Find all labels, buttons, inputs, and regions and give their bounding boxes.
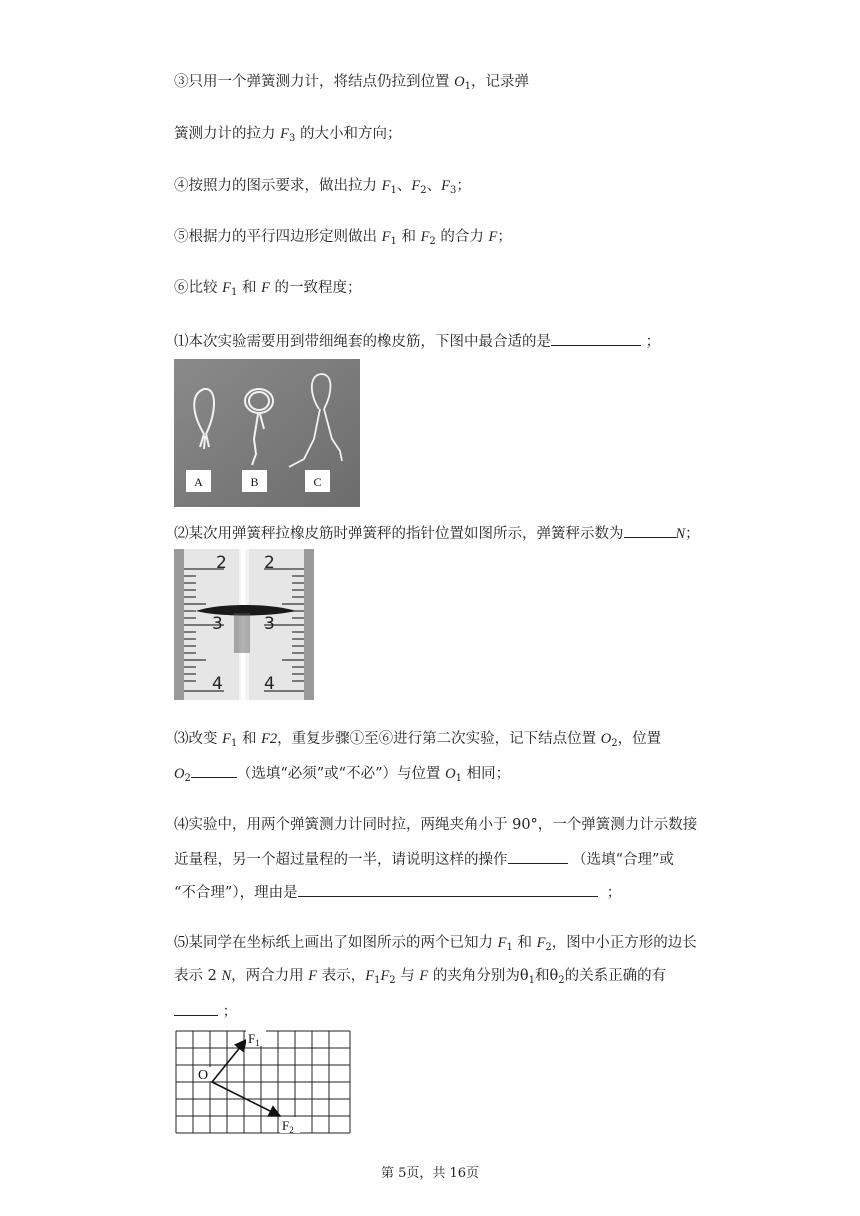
question-4-line2: 近量程，另一个超过量程的一半，请说明这样的操作 （选填“合理”或 (174, 848, 674, 870)
step3-line2: 簧测力计的拉力 $F_3$ 的大小和方向； (174, 126, 402, 144)
step5-line: ⑤根据力的平行四边形定则做出 $F_1$ 和 $F_2$ 的合力 F； (174, 229, 512, 247)
question-3-line2: $O_2$ （选填“必须”或“不必”）与位置 $O_1$ 相同； (174, 762, 510, 789)
scale-number-4-left: 4 (212, 674, 223, 694)
f2-label: $F_2$ (282, 1118, 294, 1135)
question-4-line3: “不合理”），理由是 ； (174, 881, 621, 903)
answer-blank-5[interactable] (174, 1000, 218, 1016)
scale-number-2-left: 2 (216, 553, 227, 573)
question-5-line3: ； (174, 1000, 237, 1022)
question-2: ⑵某次用弹簧秤拉橡皮筋时弹簧秤的指针位置如图所示，弹簧秤示数为 N； (174, 522, 700, 544)
question-3-line1: ⑶改变 $F_1$ 和 F2，重复步骤①至⑥进行第二次实验，记下结点位置 $O_2$，位置 (174, 731, 662, 749)
rubber-band-figure (174, 359, 360, 507)
label-c: C (313, 475, 322, 489)
label-a: A (194, 475, 203, 489)
step6-line: ⑥比较 $F_1$ 和 F 的一致程度； (174, 280, 362, 298)
spring-scale-figure (174, 549, 314, 700)
f1-arrow (212, 1040, 246, 1082)
question-1: ⑴本次实验需要用到带细绳套的橡皮筋，下图中最合适的是 ； (174, 330, 660, 352)
answer-blank-3[interactable] (191, 762, 237, 778)
label-b: B (250, 475, 259, 489)
f1-label: $F_1$ (248, 1031, 260, 1048)
answer-blank-4b[interactable] (298, 881, 598, 897)
origin-label: O (198, 1068, 209, 1083)
answer-blank-1[interactable] (551, 330, 641, 346)
step4-line: ④按照力的图示要求，做出拉力 $F_1$、$F_2$、$F_3$； (174, 178, 471, 196)
scale-number-3-left: 3 (212, 614, 223, 634)
page-footer: 第 5页，共 16页 (380, 1166, 480, 1181)
scale-number-4-right: 4 (264, 674, 275, 694)
force-grid-figure (174, 1027, 354, 1137)
scale-number-2-right: 2 (264, 553, 275, 573)
step3-line1: ③只用一个弹簧测力计，将结点仍拉到位置 $O_1$，记录弹 (174, 74, 529, 92)
question-5-line1: ⑸某同学在坐标纸上画出了如图所示的两个已知力 $F_1$ 和 $F_2$，图中小正方形的边长 (174, 935, 697, 953)
scale-number-3-right: 3 (264, 614, 275, 634)
question-5-line2: 表示 2 N，两合力用 F 表示，$F_1F_2$ 与 F 的夹角分别为$\theta_1$和$\theta_2$的关系正确的有 (174, 968, 667, 986)
answer-blank-2[interactable] (624, 522, 676, 538)
answer-blank-4a[interactable] (508, 848, 568, 864)
question-4-line1: ⑷实验中，用两个弹簧测力计同时拉，两绳夹角小于 90°，一个弹簧测力计示数接 (174, 817, 698, 833)
